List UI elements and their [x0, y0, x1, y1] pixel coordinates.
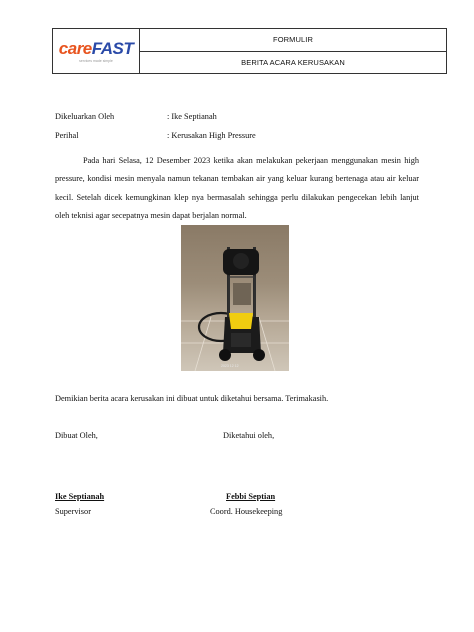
issued-by-label: Dikeluarkan Oleh — [55, 112, 115, 121]
made-by-label: Dibuat Oleh, — [55, 431, 98, 440]
subject-label: Perihal — [55, 131, 79, 140]
left-signatory-name: Ike Septianah — [55, 492, 105, 501]
body-paragraph: Pada hari Selasa, 12 Desember 2023 ketika akan melakukan pekerjaan menggunakan mesin high pressure, kondisi mesin menyala namun tekanan tembakan air yang keluar kurang bertenaga atau air keluar kecil. Setelah dicek kemungkinan klep nya bermasalah sehingga perlu dilakukan pengecekan lebih lanjut oleh teknisi agar secepatnya mesin dapat berjalan normal. — [55, 156, 419, 220]
logo-tagline: services made simple — [79, 58, 113, 63]
logo-care-text: care — [58, 38, 92, 58]
logo-fast-text: FAST — [91, 38, 134, 58]
pressure-washer-illustration — [181, 225, 289, 371]
header-title-cell — [140, 29, 446, 73]
company-logo — [53, 29, 140, 73]
left-signatory-title: Supervisor — [55, 507, 91, 516]
form-header — [52, 28, 447, 74]
machine-photo — [181, 225, 289, 371]
acknowledged-label: Diketahui oleh, — [223, 431, 275, 440]
subject-value: : Kerusakan High Pressure — [167, 131, 256, 140]
right-signatory-title: Coord. Housekeeping — [210, 507, 283, 516]
form-label: FORMULIR — [140, 29, 446, 52]
photo-timestamp: 2023 12 12 — [221, 364, 239, 368]
document-title: BERITA ACARA KERUSAKAN — [241, 57, 345, 67]
closing-statement: Demikian berita acara kerusakan ini dibuat untuk diketahui bersama. Terimakasih. — [55, 394, 329, 403]
right-signatory-name: Febbi Septian — [226, 492, 276, 501]
issued-by-value: : Ike Septianah — [167, 112, 217, 121]
